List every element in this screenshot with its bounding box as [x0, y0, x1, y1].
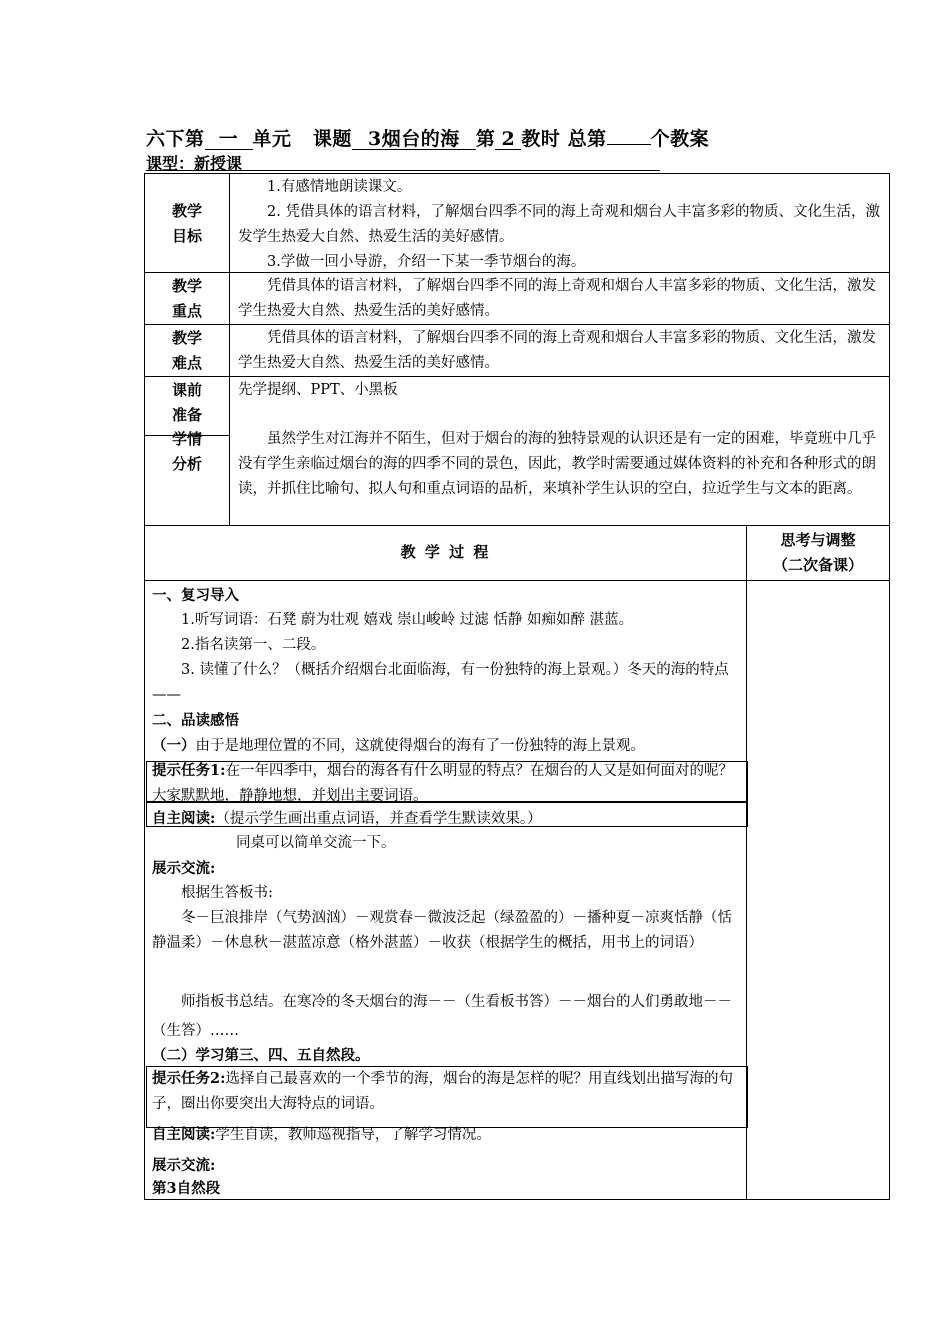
- self-reading-2: [152, 1122, 744, 1148]
- prep-content: [238, 378, 884, 403]
- prep-label: [145, 378, 229, 428]
- task2-label: 提示任务2:: [152, 1070, 226, 1087]
- show-exchange-1: 展示交流:: [152, 860, 216, 877]
- reading2-text: 学生自读，教师巡视指导，了解学习情况。: [215, 1127, 491, 1143]
- notes-header: [747, 528, 889, 578]
- analysis-label-line2: 分析: [171, 455, 202, 473]
- board-intro: 根据生答板书:: [181, 885, 273, 901]
- analysis-content: [238, 427, 884, 502]
- show-exchange-2: 展示交流:: [152, 1157, 216, 1174]
- goals-label: [145, 199, 229, 249]
- row-divider: [144, 324, 890, 325]
- part1-text: 由于是地理位置的不同，这就使得烟台的海有了一份独特的海上景观。: [195, 738, 645, 754]
- focus-label-line1: 教学: [171, 277, 202, 295]
- lesson-type: 课型：新授课: [146, 154, 243, 173]
- pair-share: 同桌可以简单交流一下。: [236, 835, 396, 851]
- process-header: 教 学 过 程: [400, 543, 491, 561]
- topic-name: 3烟台的海: [352, 129, 476, 150]
- table-border-top: [144, 173, 890, 174]
- focus-content: [238, 274, 884, 324]
- label-column-divider: [229, 173, 230, 525]
- review-item: 3. 读懂了什么？（概括介绍烟台北面临海，有一份独特的海上景观。）冬天的海的特点——: [152, 662, 729, 703]
- paragraph-3-heading: 第3自然段: [152, 1180, 221, 1197]
- difficulty-label: [145, 326, 229, 376]
- task1-label: 提示任务1:: [152, 762, 226, 779]
- section-reading-title: 二、品读感悟: [152, 712, 239, 729]
- row-divider: [144, 580, 890, 581]
- reading1-text: （提示学生画出重点词语，并查看学生默读效果。）: [215, 811, 542, 827]
- section-review-title: 一、复习导入: [152, 587, 239, 604]
- prep-label-line2: 准备: [171, 406, 202, 424]
- task2: [152, 1066, 744, 1117]
- part1-label: （一）: [152, 737, 196, 754]
- document-title: [146, 124, 709, 151]
- reading-part1: [152, 733, 744, 759]
- period-suffix: 教时: [521, 128, 561, 150]
- analysis-text: 虽然学生对江海并不陌生，但对于烟台的海的独特景观的认识还是有一定的困难，毕竟班中几乎没有学生亲临过烟台的海的四季不同的景色，因此，教学时需要通过媒体资料的补充和各种形式的朗读，并抓住比喻句、拟人句和重点词语的品析，来填补学生认识的空白，拉近学生与文本的距离。: [238, 431, 876, 497]
- goals-label-line2: 目标: [171, 227, 202, 245]
- prep-label-line1: 课前: [171, 381, 202, 399]
- task1-text: 在一年四季中，烟台的海各有什么明显的特点？在烟台的人又是如何面对的呢？大家默默地，静静地想，并划出主要词语。: [152, 763, 733, 804]
- title-prefix: 六下第: [146, 128, 205, 150]
- notes-header-line1: 思考与调整: [780, 531, 856, 549]
- row-divider: [144, 376, 890, 377]
- lesson-type-underline: [146, 170, 660, 171]
- total-label: 总第: [567, 128, 607, 150]
- row-divider: [144, 525, 890, 526]
- goal-item: 3.学做一回小导游，介绍一下某一季节烟台的海。: [267, 254, 586, 270]
- goals-content: [238, 175, 884, 275]
- total-suffix: 个教案: [650, 128, 710, 150]
- focus-text: 凭借具体的语言材料，了解烟台四季不同的海上奇观和烟台人丰富多彩的物质、文化生活，激发学生热爱大自然、热爱生活的美好感情。: [238, 278, 876, 319]
- total-number: [607, 144, 651, 145]
- period-number: 2: [495, 129, 521, 150]
- focus-label: [145, 274, 229, 324]
- self-reading-1: [152, 806, 744, 832]
- difficulty-label-line2: 难点: [171, 354, 202, 372]
- board-text: 冬－巨浪排岸（气势汹汹）－观赏春－微波泛起（绿盈盈的）－播种夏－凉爽恬静（恬静温柔）－休息秋－湛蓝凉意（格外湛蓝）－收获（根据学生的概括，用书上的词语）: [152, 910, 732, 951]
- review-item: 2.指名读第一、二段。: [181, 637, 326, 653]
- topic-label: 课题: [312, 128, 352, 150]
- review-item: 1.听写词语：石凳 蔚为壮观 嬉戏 崇山峻岭 过滤 恬静 如痴如醉 湛蓝。: [181, 612, 634, 628]
- prep-text: 先学提纲、PPT、小黑板: [238, 382, 398, 398]
- reading2-label: 自主阅读:: [152, 1126, 216, 1143]
- unit-suffix: 单元: [252, 128, 292, 150]
- goals-label-line1: 教学: [171, 202, 202, 220]
- table-border-right: [889, 173, 890, 1200]
- task2-text: 选择自己最喜欢的一个季节的海，烟台的海是怎样的呢？用直线划出描写海的句子，圈出你要突出大海特点的词语。: [152, 1071, 733, 1112]
- difficulty-content: [238, 326, 884, 376]
- goal-item: 2. 凭借具体的语言材料，了解烟台四季不同的海上奇观和烟台人丰富多彩的物质、文化生活，激发学生热爱大自然、热爱生活的美好感情。: [238, 204, 880, 245]
- difficulty-text: 凭借具体的语言材料，了解烟台四季不同的海上奇观和烟台人丰富多彩的物质、文化生活，激发学生热爱大自然、热爱生活的美好感情。: [238, 330, 876, 371]
- difficulty-label-line1: 教学: [171, 329, 202, 347]
- unit-number: 一: [205, 129, 253, 150]
- notes-header-line2: （二次备课）: [772, 556, 863, 574]
- period-label: 第: [475, 128, 496, 150]
- analysis-label-line1: 学情: [171, 430, 202, 448]
- reading-part2: （二）学习第三、四、五自然段。: [152, 1047, 370, 1064]
- goal-item: 1.有感情地朗读课文。: [267, 179, 412, 195]
- teacher-summary: 师指板书总结。在寒冷的冬天烟台的海－－（生看板书答）－－烟台的人们勇敢地－－（生答）……: [152, 994, 732, 1039]
- reading1-label: 自主阅读:: [152, 810, 216, 827]
- focus-label-line2: 重点: [171, 302, 202, 320]
- analysis-label: [145, 427, 229, 477]
